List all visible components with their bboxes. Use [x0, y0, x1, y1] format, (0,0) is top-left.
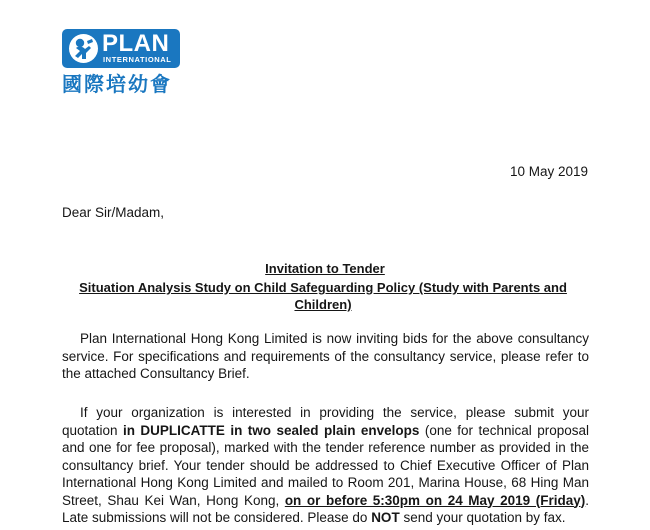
letter-date: 10 May 2019 [509, 164, 588, 179]
salutation: Dear Sir/Madam, [62, 205, 165, 220]
document-subtitle: Situation Analysis Study on Child Safeguarding Policy (Study with Parents and Children) [79, 280, 567, 312]
logo-name: PLAN [102, 30, 170, 57]
document-title: Invitation to Tender [265, 261, 385, 276]
not-emphasis: NOT [371, 510, 400, 525]
submission-paragraph [62, 404, 589, 527]
paragraph2-text-3: . Late submissions will not be considered. Please do [62, 492, 589, 525]
paragraph2-text-4: send your quotation by fax. [399, 510, 566, 525]
deadline-emphasis: on or before 5:30pm on 24 May 2019 (Friday) [284, 492, 586, 508]
plan-logo [62, 29, 180, 68]
intro-paragraph [62, 330, 589, 383]
plan-child-logo-icon [69, 34, 98, 63]
duplicate-envelopes-emphasis: in DUPLICATTE in two sealed plain envelops [123, 422, 420, 438]
paragraph1-text: Plan International Hong Kong Limited is now inviting bids for the above consultancy service. For specifications and requirements of the consultancy service, please refer to the attached Consultancy Brief. [62, 331, 589, 381]
paragraph2-text-2: (one for technical proposal and one for fee proposal), marked with the tender reference number as provided in the consultancy brief. Your tender should be addressed to Chief Executive Officer of Plan International Hong Kong Limited and mailed to Room 201, Marina House, 68 Hing Man Street, Shau Kei Wan, Hong Kong, [62, 422, 589, 508]
logo-subtitle: INTERNATIONAL [103, 55, 172, 64]
paragraph2-text-1: If your organization is interested in providing the service, please submit your quotation [62, 405, 589, 438]
logo-chinese-name: 國際培幼會 [62, 72, 172, 96]
